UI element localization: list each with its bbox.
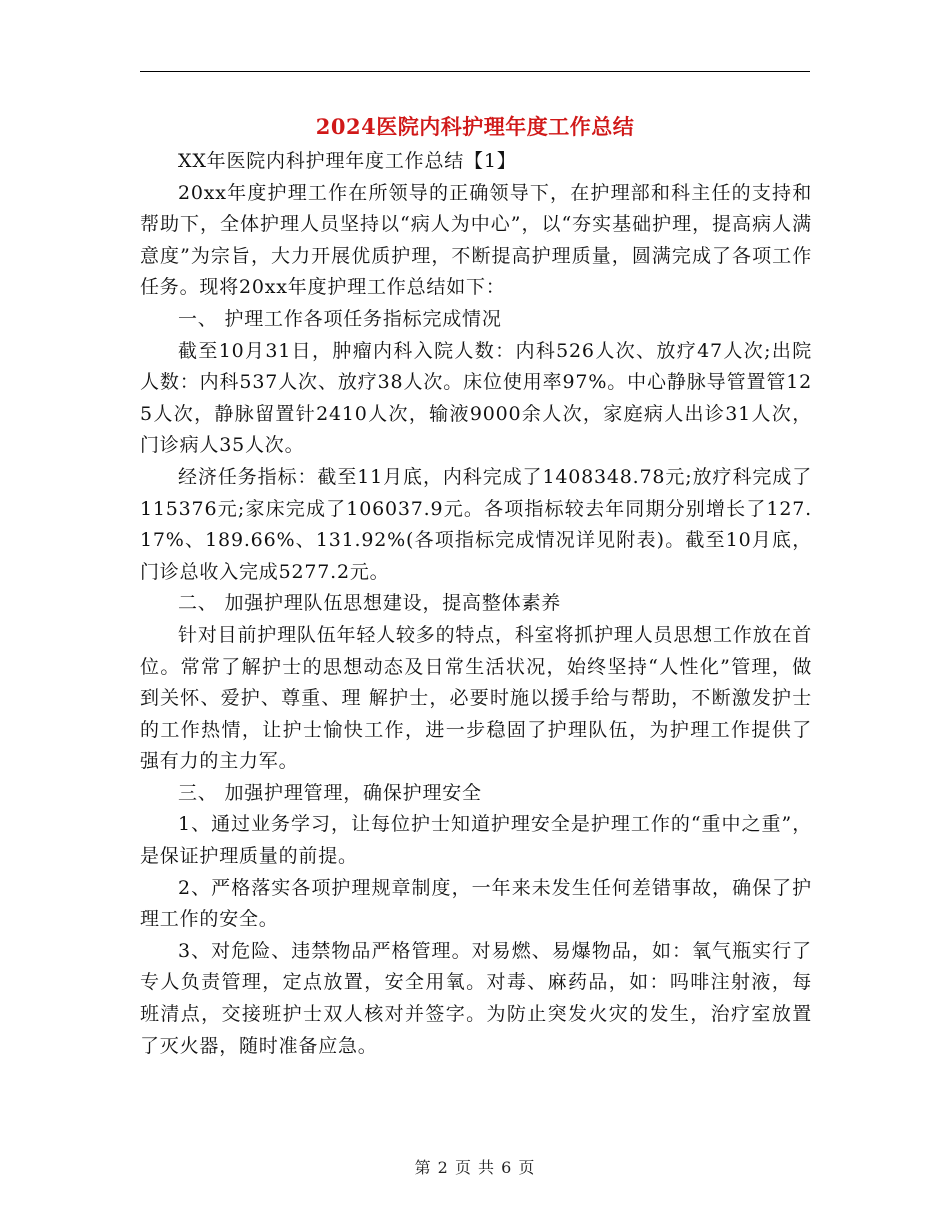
document-body [140, 146, 812, 1062]
page-number: 第 2 页 共 6 页 [414, 1158, 536, 1177]
section-heading-1: 一、 护理工作各项任务指标完成情况 [178, 307, 502, 330]
section-heading-3: 三、 加强护理管理，确保护理安全 [178, 781, 482, 804]
economic-paragraph: 经济任务指标：截至11月底，内科完成了1408348.78元;放疗科完成了115376元;家床完成了106037.9元。各项指标较去年同期分别增长了127.17%、189.66%、131.92%(各项指标完成情况详见附表)。截至10月底，门诊总收入完成5277.2元。 [140, 465, 812, 583]
statistics-paragraph: 截至10月31日，肿瘤内科入院人数：内科526人次、放疗47人次;出院人数：内科537人次、放疗38人次。床位使用率97%。中心静脉导管置管125人次，静脉留置针2410人次，输液9000余人次，家庭病人出诊31人次，门诊病人35人次。 [140, 339, 812, 457]
subtitle-paragraph: XX年医院内科护理年度工作总结【1】 [178, 150, 517, 172]
list-item-2: 2、严格落实各项护理规章制度，一年来未发生任何差错事故，确保了护理工作的安全。 [140, 876, 812, 931]
intro-paragraph: 20xx年度护理工作在所领导的正确领导下，在护理部和科主任的支持和帮助下，全体护理人员坚持以“病人为中心”，以“夯实基础护理，提高病人满意度”为宗旨，大力开展优质护理，不断提高护理质量，圆满完成了各项工作任务。现将20xx年度护理工作总结如下： [140, 181, 812, 299]
team-building-paragraph: 针对目前护理队伍年轻人较多的特点，科室将抓护理人员思想工作放在首位。常常了解护士的思想动态及日常生活状况，始终坚持“人性化”管理，做到关怀、爱护、尊重、理 解护士，必要时施以援手给与帮助，不断激发护士的工作热情，让护士愉快工作，进一步稳固了护理队伍，为护理工作提供了强有力的主力军。 [140, 623, 812, 773]
header-rule [140, 71, 810, 72]
list-item-3: 3、对危险、违禁物品严格管理。对易燃、易爆物品，如：氧气瓶实行了专人负责管理，定点放置，安全用氧。对毒、麻药品，如：吗啡注射液，每班清点，交接班护士双人核对并签字。为防止突发火灾的发生，治疗室放置了灭火器，随时准备应急。 [140, 939, 812, 1057]
list-item-1: 1、通过业务学习，让每位护士知道护理安全是护理工作的“重中之重”，是保证护理质量的前提。 [140, 813, 812, 868]
section-heading-2: 二、 加强护理队伍思想建设，提高整体素养 [178, 592, 562, 615]
document-title: 2024医院内科护理年度工作总结 [315, 114, 635, 139]
